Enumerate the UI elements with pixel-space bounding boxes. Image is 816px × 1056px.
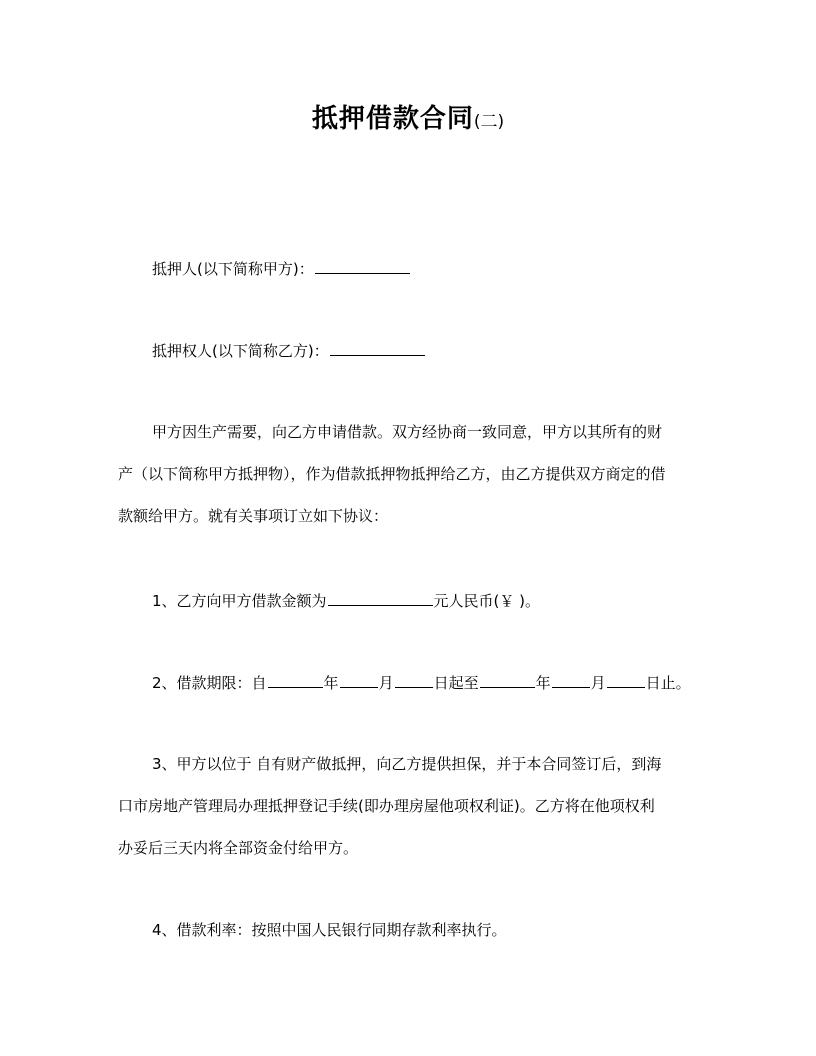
intro-line-1: 甲方因生产需要，向乙方申请借款。双方经协商一致同意，甲方以其所有的财 <box>152 423 663 441</box>
party-a-label: 抵押人(以下简称甲方)： <box>152 260 314 278</box>
start-month-label: 月 <box>378 674 394 692</box>
end-day-label: 日止。 <box>645 674 691 692</box>
clause-1-before: 1、乙方向甲方借款金额为 <box>152 592 327 610</box>
intro-line-3: 款额给甲方。就有关事项订立如下协议： <box>118 507 389 525</box>
start-year-blank <box>268 671 323 688</box>
end-month-blank <box>552 671 590 688</box>
clause-3-line-3: 办妥后三天内将全部资金付给甲方。 <box>118 839 359 857</box>
clause-2 <box>118 671 732 694</box>
document-title <box>0 98 816 135</box>
party-a-line <box>118 257 732 280</box>
clause-2-prefix: 2、借款期限：自 <box>152 674 267 692</box>
title-main: 抵押借款合同 <box>311 104 474 134</box>
end-month-label: 月 <box>590 674 606 692</box>
start-year-label: 年 <box>323 674 339 692</box>
clause-1 <box>118 589 732 612</box>
amount-blank <box>328 589 433 606</box>
clause-3-line-1: 3、甲方以位于 自有财产做抵押，向乙方提供担保，并于本合同签订后，到海 <box>152 755 662 773</box>
clause-4: 4、借款利率：按照中国人民银行同期存款利率执行。 <box>152 921 507 939</box>
clause-1-after: 元人民币(￥ )。 <box>433 592 541 610</box>
start-day-label: 日起至 <box>433 674 479 692</box>
end-year-label: 年 <box>535 674 551 692</box>
end-day-blank <box>607 671 645 688</box>
intro-line-2: 产（以下简称甲方抵押物），作为借款抵押物抵押给乙方，由乙方提供双方商定的借 <box>118 465 666 483</box>
end-year-blank <box>480 671 535 688</box>
start-day-blank <box>395 671 433 688</box>
start-month-blank <box>340 671 378 688</box>
party-b-blank <box>330 339 425 356</box>
title-suffix: (二) <box>473 112 505 132</box>
party-b-label: 抵押权人(以下简称乙方)： <box>152 342 329 360</box>
party-b-line <box>118 339 732 362</box>
clause-3-line-2: 口市房地产管理局办理抵押登记手续(即办理房屋他项权利证)。乙方将在他项权利 <box>118 797 655 815</box>
party-a-blank <box>315 257 410 274</box>
